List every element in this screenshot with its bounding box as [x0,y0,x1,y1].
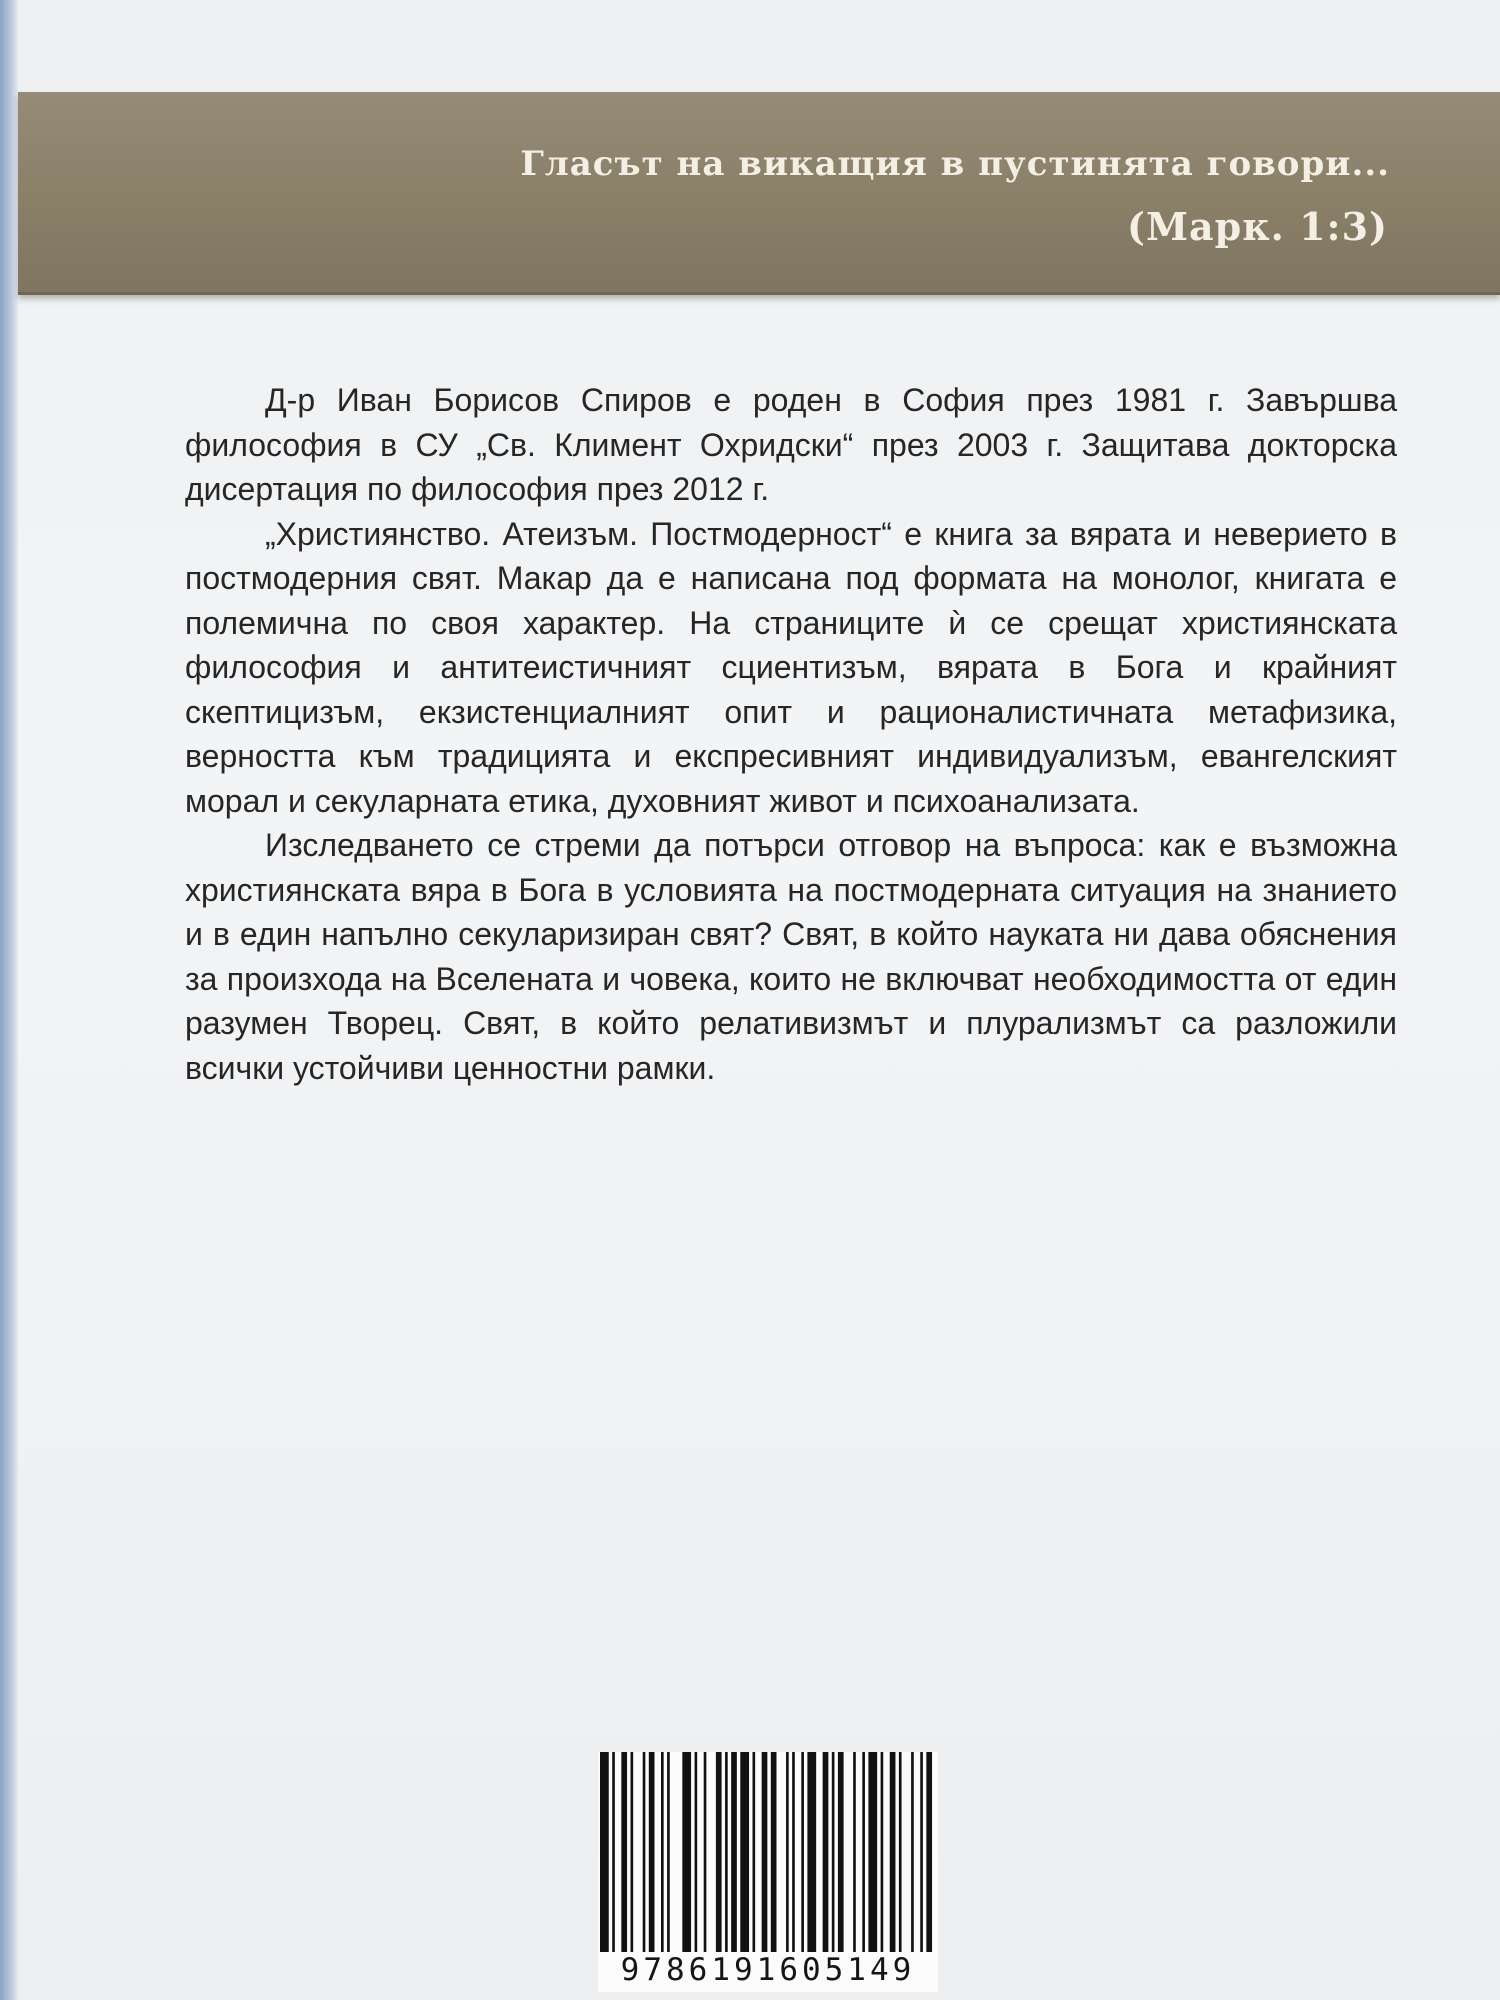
barcode-bar [612,1752,615,1957]
barcode-bar [695,1752,698,1957]
barcode-bar [725,1752,728,1957]
barcode-bar [807,1752,816,1957]
cover-spine-edge [0,0,18,2000]
barcode-bar [881,1752,884,1957]
barcode-bar [731,1752,737,1957]
barcode-bar [868,1752,877,1957]
banner-reference: (Марк. 1:3) [1126,204,1388,249]
barcode-bar [853,1752,856,1957]
research-question-paragraph: Изследването се стреми да потърси отговор на въпроса: как е възможна християнската вяра в Бога в условията на постмодерната ситуация на знанието и в един напълно секуларизиран свят? Свят, в който науката ни дава обяснения за произхода на Вселената и човека, които не включват необходимостта от един разумен Творец. Свят, в който релативизмът и плурализмът са разложили всички устойчиви ценностни рамки. [185,827,1397,1086]
barcode-bar [704,1752,707,1957]
isbn-barcode [598,1752,938,1992]
author-bio-paragraph: Д-р Иван Борисов Спиров е роден в София през 1981 г. Завършва философия в СУ „Св. Климент Охридски“ през 2003 г. Защитава докторска дисертация по философия през 2012 г. [185,382,1397,507]
isbn-number: 9786191605149 [598,1952,938,1988]
barcode-bar [823,1752,829,1957]
barcode-bar [667,1752,670,1957]
book-summary-paragraph: „Християнство. Атеизъм. Постмодерност“ е книга за вярата и неверието в постмодерния свят. Макар да е написана под формата на монолог, книгата е полемична по своя характер. На страниците ѝ се срещат християнската философия и антитеистичният сциентизъм, вярата в Бога и крайният скептицизъм, екзистенциалният опит и рационалистичната метафизика, верността към традицията и експресивният индивидуализъм, евангелският морал и секуларната етика, духовният живот и психоанализата. [185,515,1397,819]
barcode-bar [786,1752,789,1957]
barcode-bar [899,1752,902,1957]
barcode-bar [762,1752,768,1957]
barcode-bar [792,1752,795,1957]
barcode-bar [600,1752,609,1957]
barcode-bar [682,1752,691,1957]
barcode-bar [621,1752,627,1957]
barcode-bar [716,1752,722,1957]
quote-banner [18,92,1500,295]
barcode-bar [911,1752,914,1957]
book-description [185,378,1397,1090]
barcode-bar [740,1752,749,1957]
barcode-bar [753,1752,756,1957]
barcode-bar [661,1752,664,1957]
barcode-bar [838,1752,844,1957]
barcode-bar [832,1752,835,1957]
barcode-bar [649,1752,655,1957]
banner-quote: Гласът на викащия в пустинята говори... [520,144,1390,184]
barcode-bar [926,1752,932,1957]
barcode-bar [920,1752,923,1957]
barcode-bar [643,1752,646,1957]
barcode-bar [801,1752,804,1957]
barcode-bars [598,1752,938,1957]
barcode-bar [890,1752,896,1957]
barcode-bar [631,1752,634,1957]
barcode-bar [862,1752,865,1957]
barcode-bar [771,1752,777,1957]
